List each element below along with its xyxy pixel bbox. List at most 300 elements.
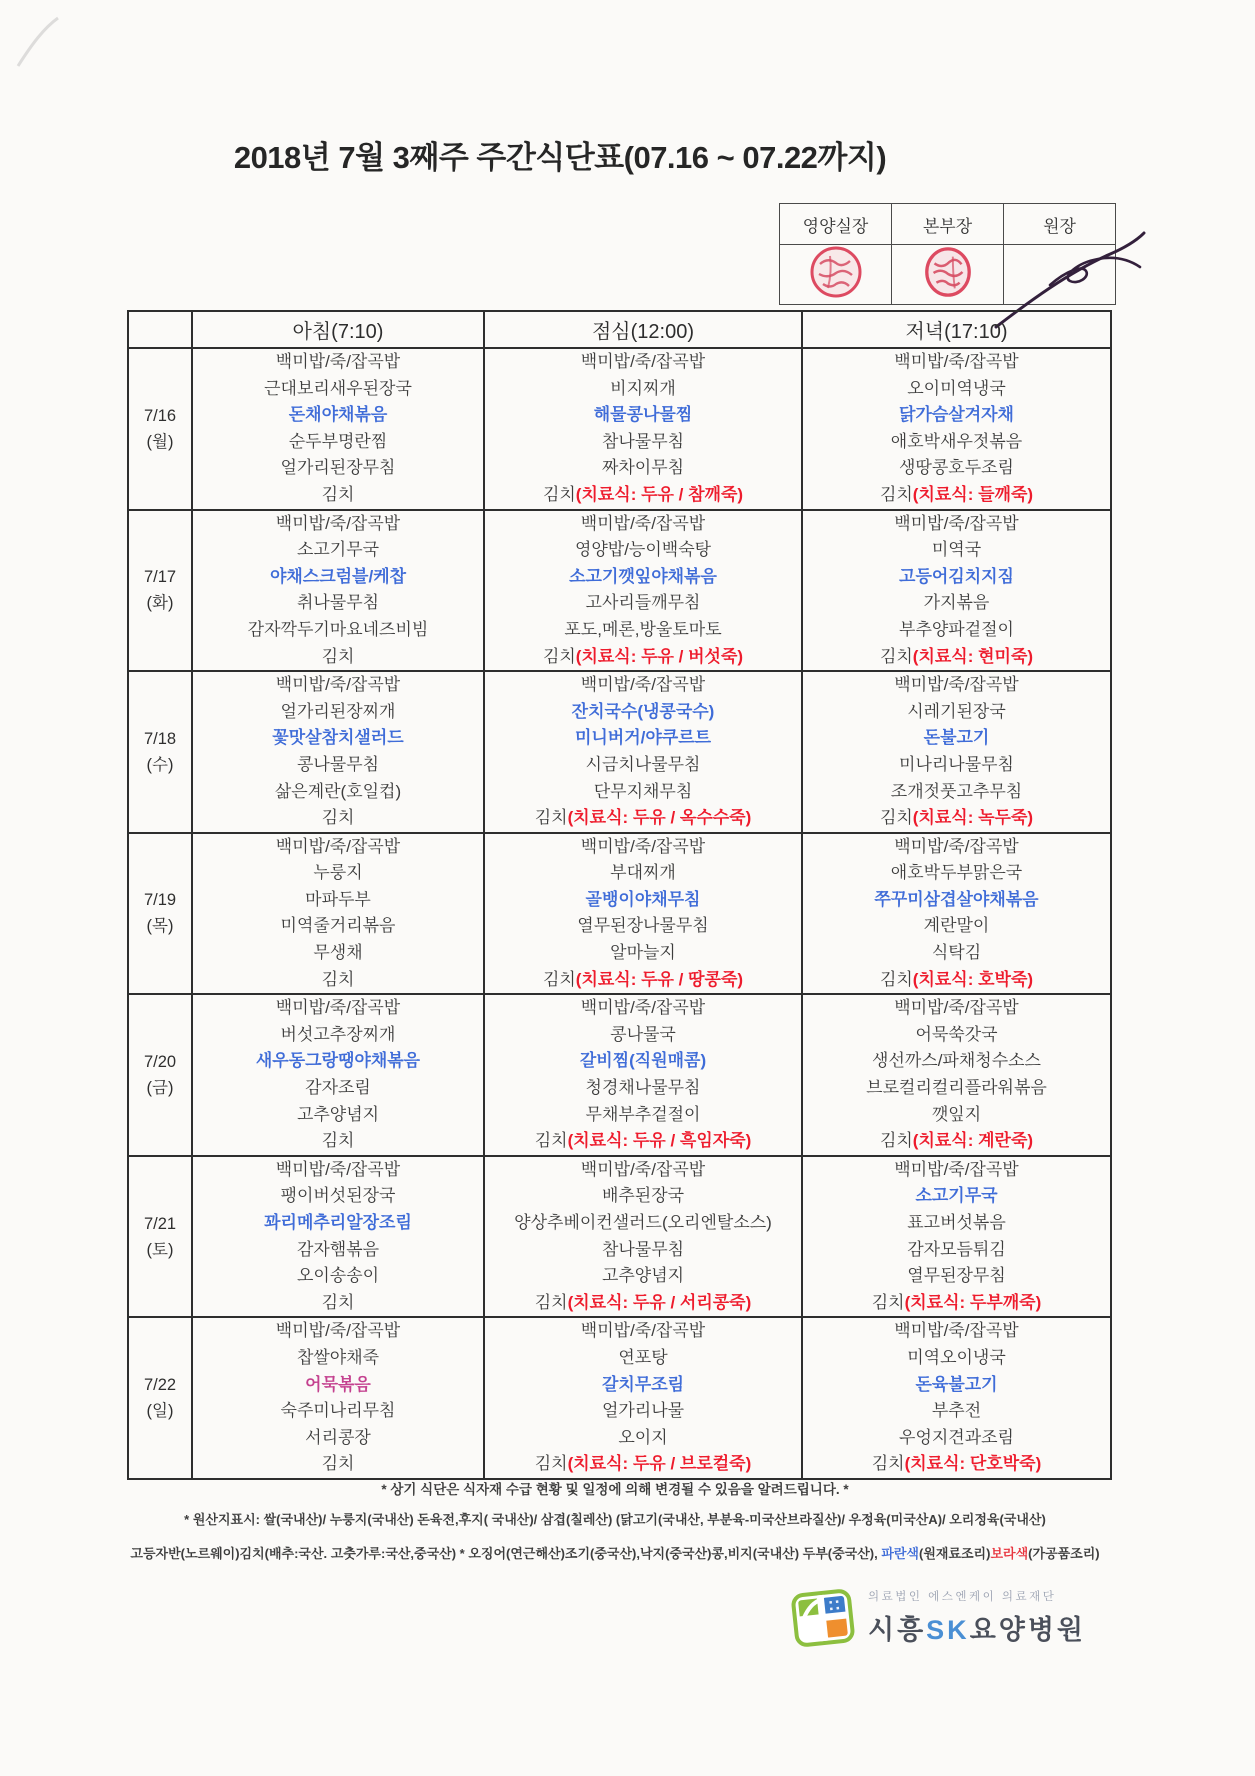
menu-item	[803, 1048, 1110, 1075]
menu-item-text: 무생채	[313, 943, 363, 963]
day-label	[128, 671, 192, 833]
menu-item	[193, 1451, 483, 1478]
menu-item	[485, 1237, 801, 1264]
menu-item-text: 삶은계란(호일컵)	[274, 781, 402, 801]
menu-item	[485, 1048, 801, 1075]
menu-item	[485, 1263, 801, 1290]
red-stamp-icon	[808, 246, 864, 298]
day-weekday: (토)	[146, 1240, 174, 1259]
menu-item-text: 포도,메론,방울토마토	[564, 619, 722, 639]
menu-item-text: 얼가리된장무침	[280, 458, 396, 478]
menu-item-text: 야채스크럼블/케찹	[269, 566, 407, 586]
menu-item-text: 소고기깻잎야채볶음	[569, 566, 717, 586]
day-date: 7/22	[143, 1376, 177, 1395]
menu-item	[193, 1263, 483, 1290]
day-weekday: (목)	[146, 917, 174, 936]
menu-item	[485, 995, 801, 1022]
day-weekday: (수)	[146, 755, 174, 774]
menu-item	[193, 644, 483, 671]
approval-stamp-row	[780, 245, 1116, 305]
weekly-menu	[127, 310, 1112, 1480]
meal-cell	[484, 348, 802, 510]
meal-column-header: 저녁(17:10)	[802, 311, 1111, 348]
menu-item	[803, 537, 1110, 564]
menu-day-row	[128, 833, 1111, 995]
menu-item-text: 서리콩장	[305, 1427, 371, 1447]
menu-item-text: 김치	[321, 1131, 355, 1151]
menu-item	[193, 699, 483, 726]
menu-item-text: 얼가리나물	[601, 1401, 685, 1421]
therapy-diet-note: (치료식: 두유 / 참깨죽)	[575, 484, 744, 504]
menu-item	[193, 860, 483, 887]
meal-column-header: 아침(7:10)	[192, 311, 484, 348]
menu-item	[803, 1263, 1110, 1290]
menu-item	[193, 1022, 483, 1049]
menu-item-text: 꽃맛살참치샐러드	[272, 728, 404, 748]
menu-item-text: 양상추베이컨샐러드(오리엔탈소스)	[514, 1213, 772, 1232]
menu-item-text: 콩나물무침	[296, 754, 380, 774]
day-weekday: (월)	[146, 432, 174, 451]
menu-item-text: 김치	[534, 1454, 568, 1474]
day-weekday: (일)	[146, 1402, 174, 1421]
menu-item	[485, 725, 801, 752]
menu-item	[193, 913, 483, 940]
menu-item	[803, 995, 1110, 1022]
menu-item-text: 가지볶음	[923, 593, 990, 613]
meal-cell	[192, 833, 484, 995]
menu-item	[485, 1210, 801, 1237]
menu-item	[485, 940, 801, 967]
menu-item-text: 고등어김치지짐	[899, 566, 1014, 586]
menu-item-text: 오이미역냉국	[907, 378, 1006, 398]
menu-item	[485, 834, 801, 861]
menu-item-text: 버섯고추장찌개	[280, 1024, 396, 1044]
menu-item-text: 시금치나물무침	[585, 754, 701, 774]
menu-item-text: 백미밥/죽/잡곡밥	[894, 513, 1019, 533]
approval-column-header: 본부장	[892, 204, 1004, 245]
menu-item	[803, 590, 1110, 617]
menu-item-text: 누룽지	[313, 863, 363, 883]
meal-cell	[192, 348, 484, 510]
menu-item-text: 돈육불고기	[915, 1374, 998, 1394]
menu-item	[485, 376, 801, 403]
day-weekday: (화)	[146, 594, 174, 613]
day-label	[128, 994, 192, 1156]
menu-item-text: 김치	[321, 646, 355, 666]
meal-cell	[802, 833, 1111, 995]
menu-item-text: 김치	[879, 1131, 913, 1151]
menu-item-text: 고추양념지	[296, 1104, 380, 1124]
meal-column-header: 점심(12:00)	[484, 311, 802, 348]
meal-cell	[802, 1317, 1111, 1479]
menu-item-text: 취나물무침	[296, 593, 380, 613]
therapy-diet-note: (치료식: 두부깨죽)	[904, 1292, 1042, 1312]
meal-cell	[484, 510, 802, 672]
meal-cell	[484, 671, 802, 833]
menu-item-text: 닭가슴살겨자채	[899, 405, 1014, 425]
menu-day-row	[128, 1317, 1111, 1479]
menu-item-text: 근대보리새우된장국	[264, 378, 412, 398]
menu-item-text: 식탁김	[931, 943, 982, 963]
menu-table-body	[128, 348, 1111, 1479]
day-label	[128, 348, 192, 510]
menu-item	[803, 1290, 1110, 1317]
meal-cell	[802, 994, 1111, 1156]
day-date: 7/19	[143, 891, 177, 910]
approval-signature-cell	[1004, 245, 1116, 305]
menu-item-text: 김치	[321, 1454, 355, 1474]
menu-item-text: 연포탕	[618, 1347, 668, 1367]
approval-stamp-cell-2	[892, 245, 1004, 305]
menu-item-text: 미니버거/야쿠르트	[574, 728, 712, 748]
menu-item	[803, 779, 1110, 806]
menu-item	[485, 672, 801, 699]
menu-item	[485, 699, 801, 726]
menu-item	[193, 1210, 483, 1237]
footnote-part: (가공품조리)	[1028, 1546, 1100, 1561]
menu-item-text: 애호박새우젓볶음	[890, 431, 1023, 451]
menu-item	[485, 752, 801, 779]
approval-header-row	[780, 204, 1116, 245]
menu-item	[193, 482, 483, 509]
menu-item	[485, 1318, 801, 1345]
menu-item-text: 백미밥/죽/잡곡밥	[580, 513, 706, 533]
menu-item-text: 생선까스/파채청수소스	[872, 1051, 1041, 1071]
menu-item	[193, 1290, 483, 1317]
therapy-diet-note: (치료식: 단호박죽)	[904, 1454, 1042, 1474]
menu-item-text: 골뱅이야채무침	[585, 889, 701, 909]
menu-item	[485, 482, 801, 509]
footnote-part: (원재료조리)	[919, 1546, 991, 1561]
menu-item	[193, 1318, 483, 1345]
menu-item	[803, 967, 1110, 994]
menu-day-row	[128, 671, 1111, 833]
menu-item	[485, 455, 801, 482]
day-label	[128, 1317, 192, 1479]
menu-item-text: 생땅콩호두조림	[899, 458, 1014, 478]
menu-item	[803, 1210, 1110, 1237]
menu-item-text: 고추양념지	[601, 1266, 685, 1286]
menu-item	[485, 1345, 801, 1372]
menu-item-text: 김치	[871, 1292, 905, 1312]
menu-item	[803, 1372, 1110, 1399]
therapy-diet-note: (치료식: 두유 / 버섯죽)	[575, 646, 744, 666]
menu-item	[485, 805, 801, 832]
menu-item	[193, 511, 483, 538]
menu-item-text: 백미밥/죽/잡곡밥	[580, 675, 706, 695]
menu-item-text: 백미밥/죽/잡곡밥	[275, 675, 401, 695]
footnote-part: 보라색	[990, 1546, 1029, 1561]
menu-item	[193, 455, 483, 482]
menu-item-text: 김치	[321, 1292, 355, 1312]
menu-item-text: 백미밥/죽/잡곡밥	[275, 1321, 401, 1341]
menu-item-text: 오이송송이	[296, 1266, 380, 1286]
day-label	[128, 1156, 192, 1318]
menu-item	[803, 564, 1110, 591]
therapy-diet-note: (치료식: 두유 / 옥수수죽)	[567, 808, 752, 828]
menu-item	[485, 860, 801, 887]
menu-item-text: 김치	[542, 646, 576, 666]
menu-item-text: 김치	[534, 1131, 568, 1151]
menu-item	[803, 860, 1110, 887]
footnote-origin-1: * 원산지표시: 쌀(국내산)/ 누룽지(국내산) 돈육전,후지( 국내산)/ 삼겹(칠레산) (닭고기(국내산, 부분육-미국산브라질산)/ 우정육(미국산A)/ 오리정육(국내산)	[184, 1512, 1046, 1527]
menu-item-text: 백미밥/죽/잡곡밥	[275, 836, 401, 856]
menu-item	[485, 967, 801, 994]
menu-item-text: 잔치국수(냉콩국수)	[571, 701, 715, 721]
footnote-part: 파란색	[881, 1546, 919, 1561]
menu-item	[485, 1183, 801, 1210]
menu-item	[803, 672, 1110, 699]
menu-item-text: 얼가리된장찌개	[280, 701, 396, 721]
menu-item	[803, 1237, 1110, 1264]
day-label	[128, 510, 192, 672]
menu-item	[803, 913, 1110, 940]
day-date: 7/21	[143, 1214, 177, 1233]
menu-item	[193, 1128, 483, 1155]
menu-item	[803, 725, 1110, 752]
menu-item	[193, 725, 483, 752]
menu-item	[803, 1157, 1110, 1184]
menu-item-text: 백미밥/죽/잡곡밥	[894, 1159, 1019, 1179]
menu-item	[803, 1425, 1110, 1452]
menu-item-text: 돈채야채볶음	[288, 405, 388, 425]
menu-item	[803, 1022, 1110, 1049]
menu-item-text: 백미밥/죽/잡곡밥	[580, 1321, 706, 1341]
menu-item-text: 표고버섯볶음	[907, 1213, 1006, 1232]
hospital-logo	[788, 1586, 1086, 1652]
menu-item-text: 어묵볶음	[305, 1374, 371, 1394]
menu-item	[803, 805, 1110, 832]
menu-item	[803, 376, 1110, 403]
menu-item	[485, 590, 801, 617]
footnote-part: 고등자반(노르웨이)김치(배추:국산. 고춧가루:국산,중국산) * 오징어(연근해산)조기(중국산),낙지(중국산)콩,비지(국내산) 두부(중국산),	[130, 1546, 882, 1561]
menu-item	[193, 1237, 483, 1264]
menu-item-text: 김치	[321, 808, 355, 828]
menu-item	[485, 511, 801, 538]
menu-item	[193, 1425, 483, 1452]
menu-item-text: 백미밥/죽/잡곡밥	[275, 998, 401, 1018]
page-title: 2018년 7월 3째주 주간식단표(07.16 ~ 07.22까지)	[233, 140, 887, 175]
menu-item	[803, 940, 1110, 967]
therapy-diet-note: (치료식: 계란죽)	[912, 1131, 1034, 1151]
menu-item-text: 백미밥/죽/잡곡밥	[894, 675, 1019, 695]
menu-item-text: 콩나물국	[610, 1024, 676, 1044]
approval-column-header: 원장	[1004, 204, 1116, 245]
menu-item-text: 청경채나물무침	[585, 1078, 701, 1098]
menu-item	[485, 1398, 801, 1425]
menu-item	[485, 644, 801, 671]
menu-item	[803, 752, 1110, 779]
scan-artifact	[14, 14, 84, 74]
menu-item	[485, 564, 801, 591]
menu-item	[803, 887, 1110, 914]
menu-item-text: 백미밥/죽/잡곡밥	[580, 352, 706, 371]
red-stamp-icon	[921, 246, 975, 298]
menu-item-text: 백미밥/죽/잡곡밥	[580, 836, 706, 856]
meal-cell	[802, 1156, 1111, 1318]
menu-item-text: 부대찌개	[610, 863, 676, 883]
menu-item	[803, 1318, 1110, 1345]
menu-item	[193, 940, 483, 967]
menu-item	[193, 349, 483, 376]
menu-item-text: 김치	[542, 484, 576, 504]
menu-item	[485, 1128, 801, 1155]
menu-item-text: 미역오이냉국	[907, 1347, 1006, 1367]
menu-item	[193, 1075, 483, 1102]
menu-item-text: 해물콩나물찜	[593, 405, 693, 425]
menu-item	[193, 402, 483, 429]
meal-cell	[802, 348, 1111, 510]
menu-item	[803, 1398, 1110, 1425]
hospital-logo-icon	[788, 1586, 858, 1652]
menu-item-text: 브로컬리컬리플라워볶음	[866, 1078, 1047, 1098]
menu-item-text: 계란말이	[923, 916, 990, 936]
menu-item-text: 순두부명란찜	[288, 431, 388, 451]
menu-item-text: 어묵쑥갓국	[915, 1024, 998, 1044]
therapy-diet-note: (치료식: 두유 / 땅콩죽)	[575, 969, 744, 989]
menu-item-text: 무채부추겉절이	[585, 1104, 701, 1124]
menu-item-text: 숙주미나리무침	[280, 1401, 396, 1421]
menu-item-text: 새우동그랑땡야채볶음	[255, 1051, 421, 1071]
foundation-name: 의료법인 에스엔케이 의료재단	[868, 1591, 1057, 1603]
menu-item-text: 백미밥/죽/잡곡밥	[894, 836, 1019, 856]
menu-item	[485, 913, 801, 940]
menu-item-text: 소고기무국	[915, 1186, 998, 1206]
menu-item	[193, 1183, 483, 1210]
approval-column-header: 영양실장	[780, 204, 892, 245]
menu-day-row	[128, 348, 1111, 510]
menu-item	[485, 1290, 801, 1317]
menu-item-text: 우엉지견과조림	[899, 1427, 1014, 1447]
menu-item-text: 갈비찜(직원매콤)	[579, 1051, 707, 1071]
menu-item-text: 고사리들깨무침	[585, 593, 701, 613]
day-label	[128, 833, 192, 995]
meal-cell	[192, 1317, 484, 1479]
menu-item	[193, 805, 483, 832]
menu-item	[803, 455, 1110, 482]
menu-item	[193, 752, 483, 779]
therapy-diet-note: (치료식: 녹두죽)	[912, 808, 1034, 828]
menu-item-text: 갈치무조림	[601, 1374, 685, 1394]
menu-item	[803, 834, 1110, 861]
menu-item-text: 김치	[879, 808, 913, 828]
meal-cell	[484, 833, 802, 995]
therapy-diet-note: (치료식: 현미죽)	[912, 646, 1034, 666]
menu-item	[485, 1075, 801, 1102]
menu-item-text: 김치	[879, 646, 913, 666]
menu-item	[803, 617, 1110, 644]
menu-item-text: 열무된장무침	[907, 1266, 1006, 1286]
meal-cell	[192, 1156, 484, 1318]
menu-item	[193, 1372, 483, 1399]
menu-item-text: 백미밥/죽/잡곡밥	[275, 1159, 401, 1179]
meal-cell	[192, 510, 484, 672]
therapy-diet-note: (치료식: 들깨죽)	[912, 484, 1034, 504]
menu-item	[485, 1451, 801, 1478]
menu-item-text: 시레기된장국	[907, 701, 1006, 721]
menu-item-text: 영양밥/능이백숙탕	[574, 540, 712, 560]
menu-item-text: 단무지채무침	[593, 781, 693, 801]
menu-header-row	[128, 311, 1111, 348]
menu-item	[485, 1102, 801, 1129]
menu-item	[193, 590, 483, 617]
therapy-diet-note: (치료식: 두유 / 흑임자죽)	[567, 1131, 752, 1151]
menu-item	[193, 995, 483, 1022]
menu-item	[485, 887, 801, 914]
menu-item	[193, 779, 483, 806]
menu-header-empty	[128, 311, 192, 348]
menu-item-text: 김치	[534, 1292, 568, 1312]
meal-cell	[192, 994, 484, 1156]
menu-item	[803, 1345, 1110, 1372]
menu-item	[803, 402, 1110, 429]
menu-item-text: 짜차이무침	[601, 458, 685, 478]
menu-item	[803, 482, 1110, 509]
meal-cell	[802, 671, 1111, 833]
hospital-name-part: 시흥	[868, 1615, 927, 1645]
menu-item-text: 참나물무침	[601, 431, 685, 451]
menu-item-text: 마파두부	[305, 889, 371, 909]
menu-item	[193, 967, 483, 994]
menu-item	[485, 1157, 801, 1184]
menu-item	[193, 1345, 483, 1372]
menu-item	[803, 1183, 1110, 1210]
menu-item-text: 애호박두부맑은국	[890, 863, 1023, 883]
menu-item	[485, 779, 801, 806]
menu-item-text: 비지찌개	[610, 378, 676, 398]
day-date: 7/17	[143, 568, 177, 587]
day-date: 7/20	[143, 1053, 177, 1072]
day-weekday: (금)	[146, 1079, 174, 1098]
menu-item-text: 김치	[534, 808, 568, 828]
meal-cell	[484, 1156, 802, 1318]
menu-item-text: 백미밥/죽/잡곡밥	[894, 998, 1019, 1018]
menu-item-text: 조개젓풋고추무침	[890, 781, 1023, 801]
menu-item	[193, 537, 483, 564]
day-date: 7/18	[143, 729, 177, 748]
hospital-name-part: 요양병원	[969, 1615, 1087, 1645]
menu-item-text: 김치	[879, 484, 913, 504]
menu-item	[485, 617, 801, 644]
menu-item-text: 감자깍두기마요네즈비빔	[247, 619, 429, 639]
menu-day-row	[128, 1156, 1111, 1318]
menu-item	[803, 511, 1110, 538]
menu-item	[485, 429, 801, 456]
menu-table	[127, 310, 1112, 1480]
menu-item-text: 백미밥/죽/잡곡밥	[275, 352, 401, 371]
approval-table	[779, 203, 1116, 305]
menu-item-text: 미역줄거리볶음	[280, 916, 396, 936]
menu-item	[803, 699, 1110, 726]
menu-item	[193, 429, 483, 456]
menu-item	[485, 1425, 801, 1452]
menu-item	[803, 644, 1110, 671]
menu-item-text: 감자햄볶음	[296, 1239, 380, 1259]
menu-item	[485, 402, 801, 429]
meal-cell	[192, 671, 484, 833]
menu-item	[803, 1075, 1110, 1102]
menu-item	[803, 1102, 1110, 1129]
menu-item-text: 감자모듬튀김	[907, 1239, 1006, 1259]
menu-item-text: 김치	[321, 969, 355, 989]
menu-item	[485, 349, 801, 376]
meal-cell	[484, 994, 802, 1156]
menu-item-text: 김치	[542, 969, 576, 989]
menu-item	[485, 1022, 801, 1049]
menu-day-row	[128, 994, 1111, 1156]
menu-item	[193, 376, 483, 403]
menu-item	[193, 672, 483, 699]
